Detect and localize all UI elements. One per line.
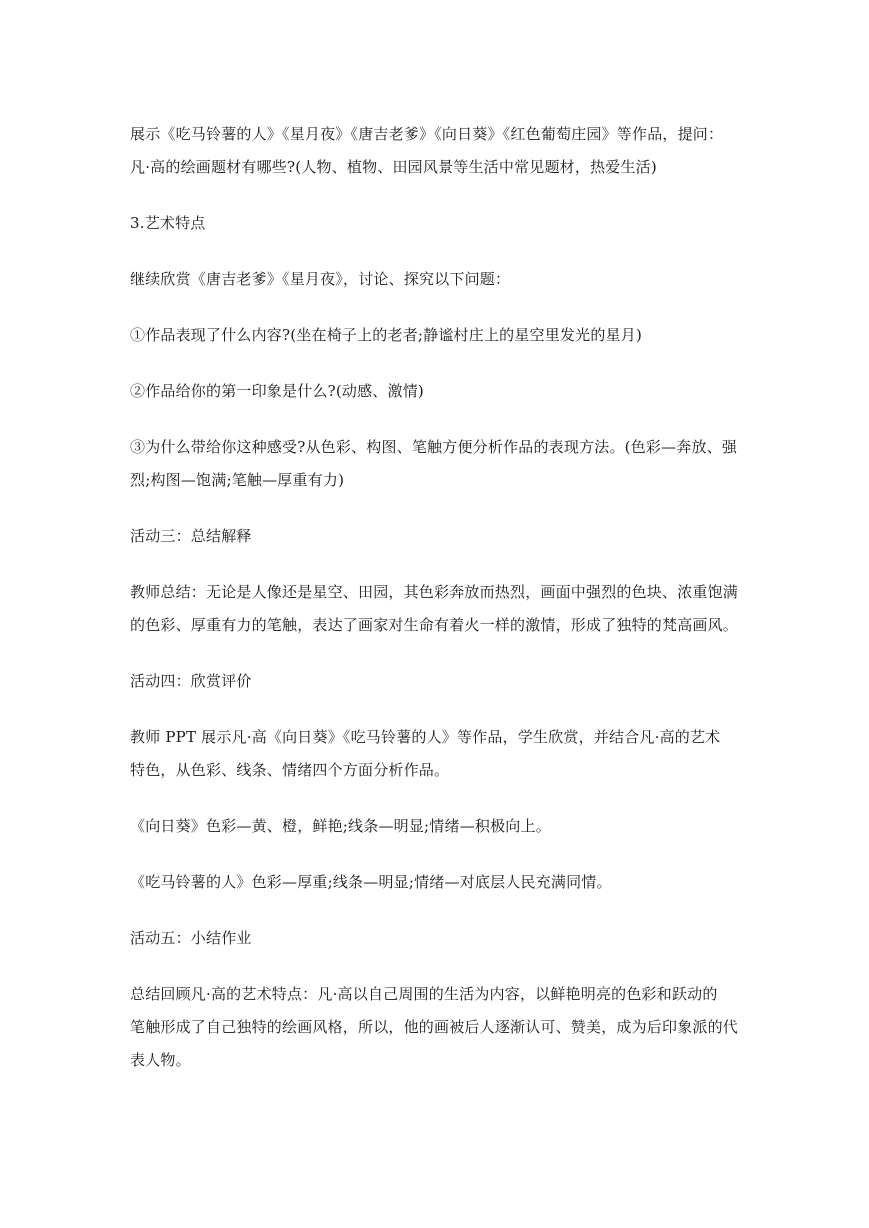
heading-text: 活动五：小结作业 [130,929,252,947]
paragraph-line: 《向日葵》色彩—黄、橙，鲜艳;线条—明显;情绪—积极向上。 [130,817,551,835]
paragraph-line: 烈;构图—饱满;笔触—厚重有力) [130,471,345,489]
paragraph-line: 教师 PPT 展示凡·高《向日葵》《吃马铃薯的人》等作品，学生欣赏，并结合凡·高的艺术 [130,728,721,746]
paragraph-line: 笔触形成了自己独特的绘画风格，所以，他的画被后人逐渐认可、赞美，成为后印象派的代 [130,1018,739,1036]
paragraph-line: 凡·高的绘画题材有哪些?(人物、植物、田园风景等生活中常见题材，热爱生活) [130,158,657,176]
question-2 [130,375,742,408]
document-body [130,118,742,1077]
paragraph-teacher-summary [130,576,742,642]
paragraph-line: 总结回顾凡·高的艺术特点：凡·高以自己周围的生活为内容，以鲜艳明亮的色彩和跃动的 [130,985,718,1003]
paragraph-line: 教师总结：无论是人像还是星空、田园，其色彩奔放而热烈，画面中强烈的色块、浓重饱满 [130,583,739,601]
paragraph-line: 展示《吃马铃薯的人》《星月夜》《唐吉老爹》《向日葵》《红色葡萄庄园》等作品，提问： [130,125,724,143]
paragraph-final-review [130,978,742,1077]
paragraph-artwork-display [130,118,742,184]
section-heading-activity-3 [130,520,742,553]
paragraph-line: 的色彩、厚重有力的笔触，表达了画家对生命有着火一样的激情，形成了独特的梵高画风。 [130,616,739,634]
heading-text: 活动三：总结解释 [130,527,252,545]
paragraph-line: 《吃马铃薯的人》色彩—厚重;线条—明显;情绪—对底层人民充满同情。 [130,873,612,891]
paragraph-line: ①作品表现了什么内容?(坐在椅子上的老者;静谧村庄上的星空里发光的星月) [130,326,643,344]
paragraph-line: 表人物。 [130,1051,191,1069]
heading-text: 3.艺术特点 [130,214,206,232]
paragraph-line: 特色，从色彩、线条、情绪四个方面分析作品。 [130,761,450,779]
section-heading-activity-5 [130,922,742,955]
paragraph-sunflowers-analysis [130,810,742,843]
section-heading-art-features [130,207,742,240]
paragraph-line: ③为什么带给你这种感受?从色彩、构图、笔触方便分析作品的表现方法。(色彩—奔放、强 [130,438,738,456]
paragraph-line: 继续欣赏《唐吉老爹》《星月夜》，讨论、探究以下问题： [130,270,511,288]
question-1 [130,319,742,352]
paragraph-line: ②作品给你的第一印象是什么?(动感、激情) [130,382,424,400]
heading-text: 活动四：欣赏评价 [130,672,252,690]
paragraph-ppt-appreciation [130,721,742,787]
paragraph-potato-eaters-analysis [130,866,742,899]
section-heading-activity-4 [130,665,742,698]
question-3 [130,431,742,497]
paragraph-discussion-intro [130,263,742,296]
